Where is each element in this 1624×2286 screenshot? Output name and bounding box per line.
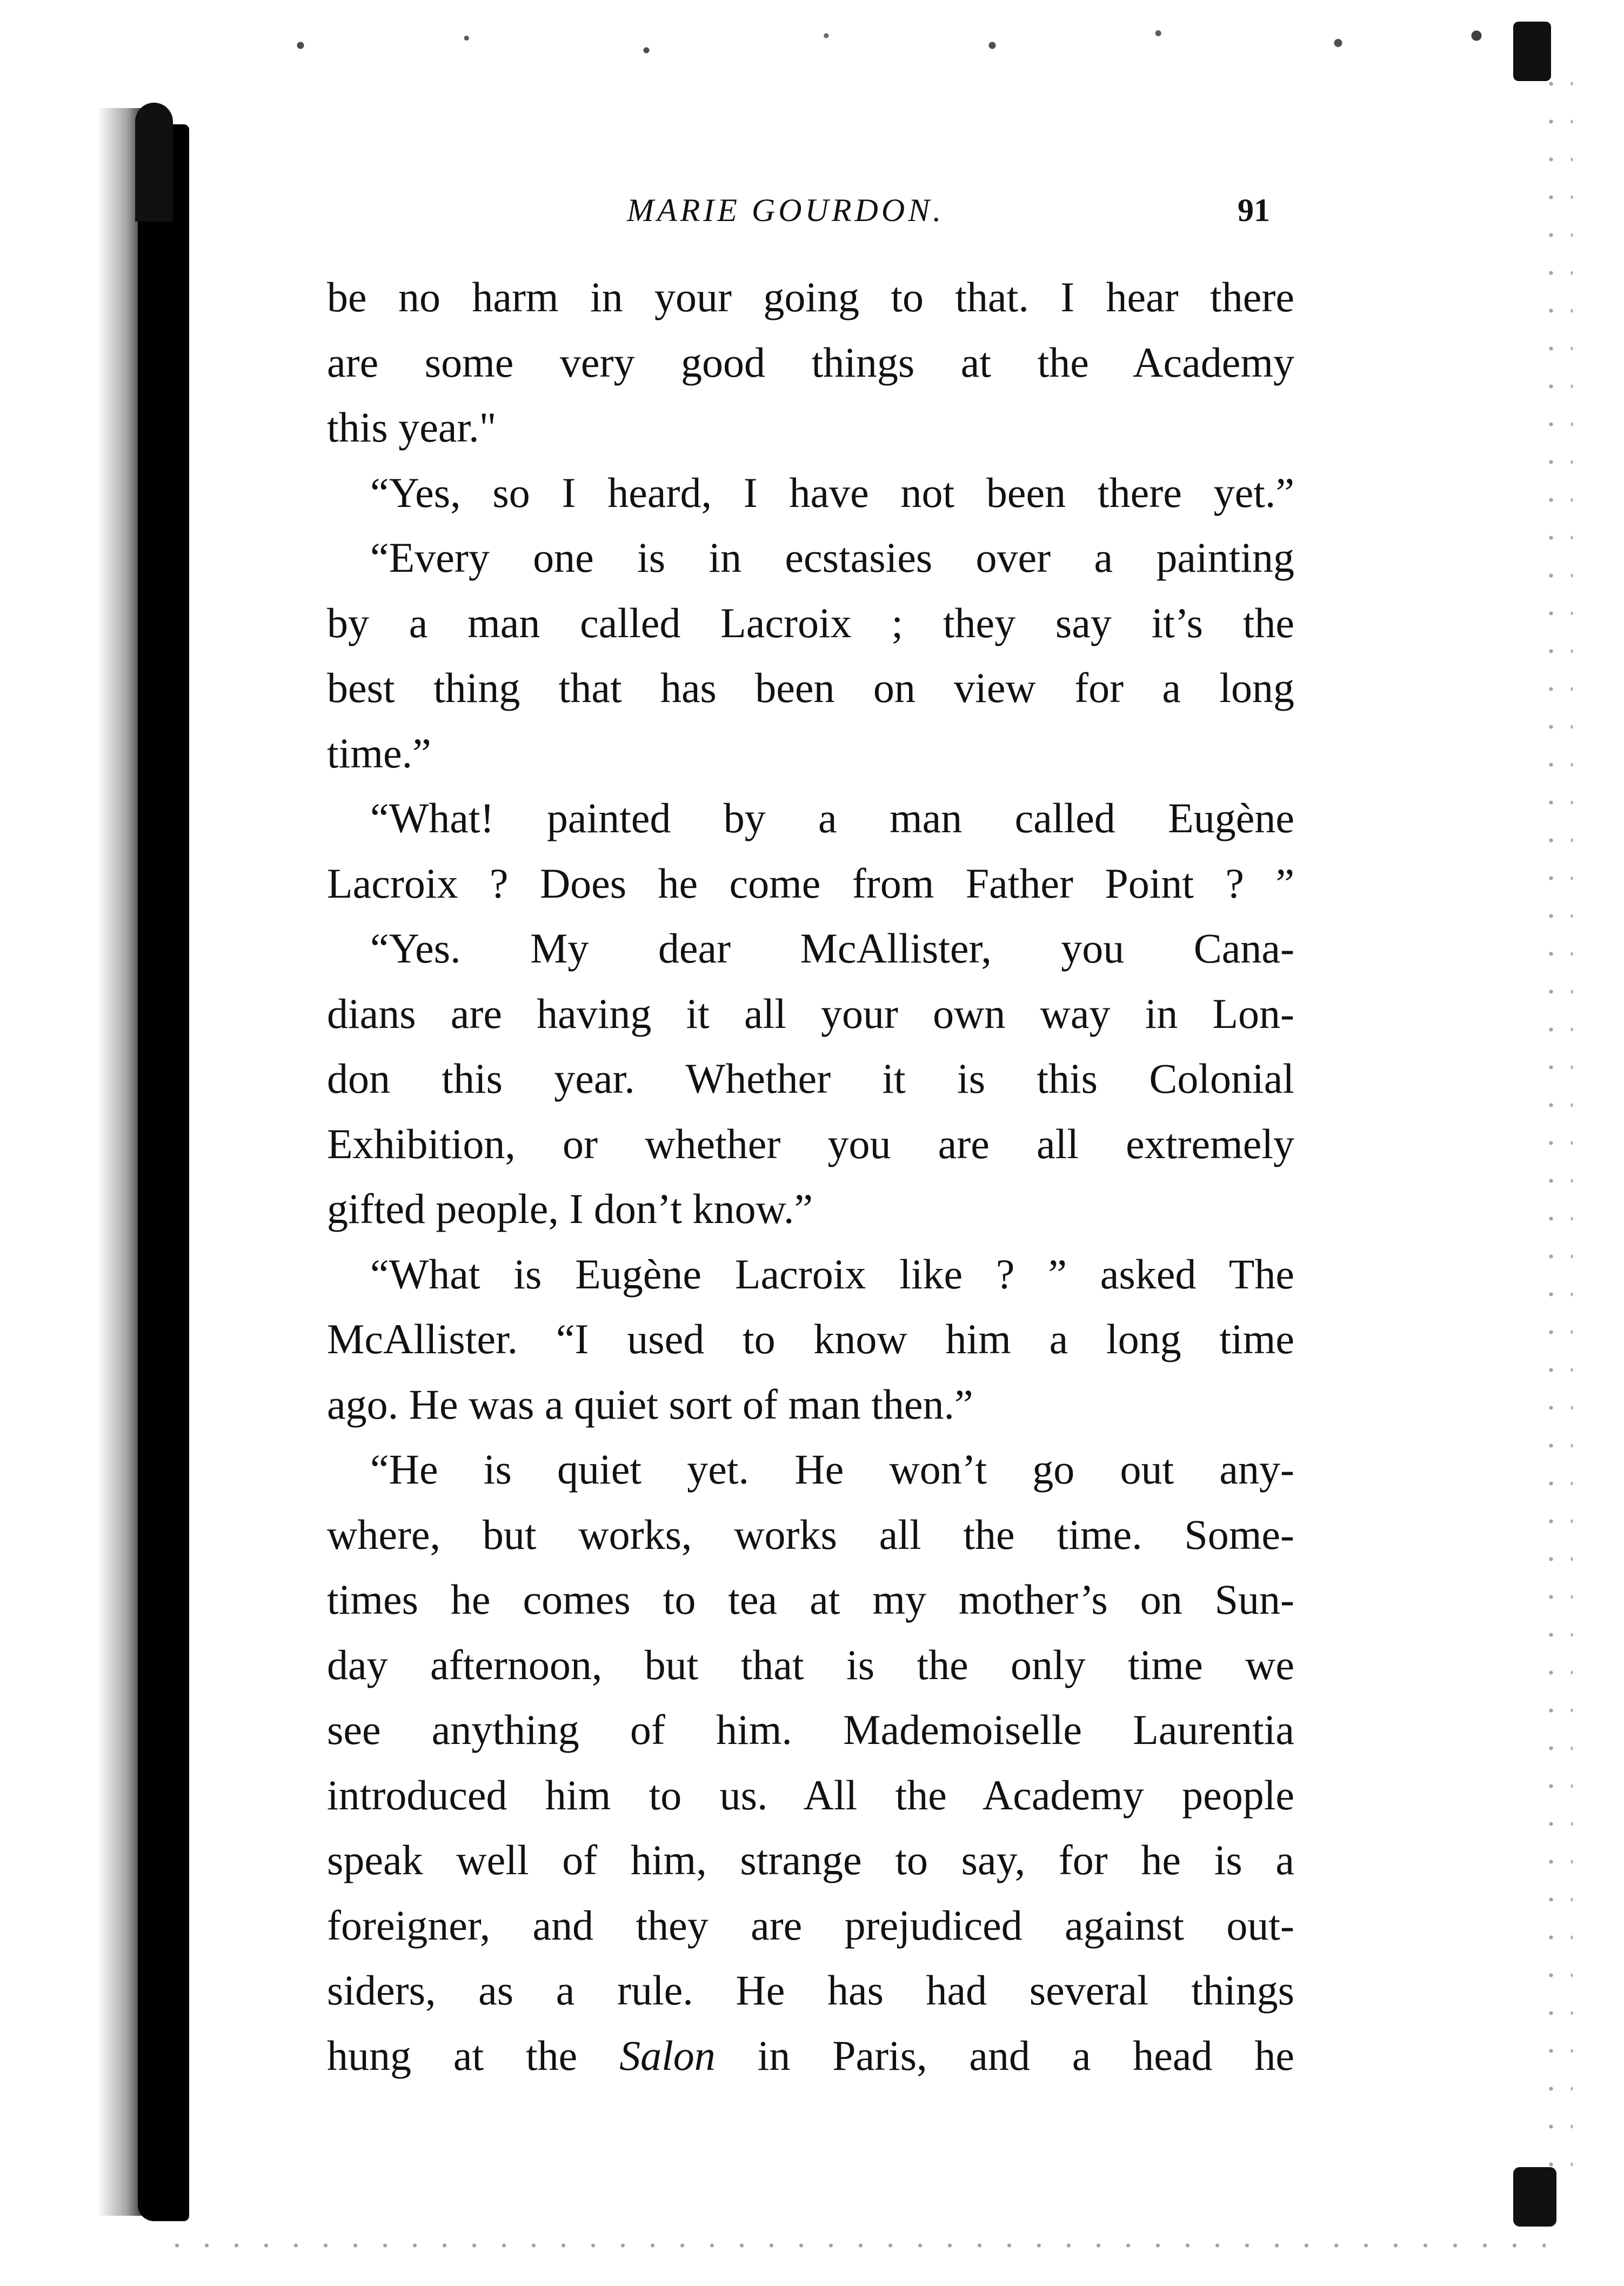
text-line: “What! painted by a man called Eugène <box>370 794 1294 841</box>
text-line: “Yes. My dear McAllister, you Cana- <box>370 925 1294 972</box>
text-line: best thing that has been on view for a long <box>327 664 1294 711</box>
text-line-last <box>327 2023 1294 2089</box>
text-line: Exhibition, or whether you are all extremely <box>327 1120 1294 1167</box>
binding-edge <box>138 124 189 2221</box>
text-line: introduced him to us. All the Academy people <box>327 1771 1294 1819</box>
text-line: speak well of him, strange to say, for he is a <box>327 1836 1294 1883</box>
text-line: are some very good things at the Academy <box>327 338 1294 386</box>
text-line: “Yes, so I heard, I have not been there yet.” <box>370 469 1294 516</box>
top-edge-speckle <box>162 16 1546 65</box>
text-line: “What is Eugène Lacroix like ? ” asked The <box>370 1250 1294 1298</box>
text-line: ago. He was a quiet sort of man then.” <box>327 1380 973 1428</box>
corner-mark-bottom-right <box>1513 2167 1556 2227</box>
text-line: “Every one is in ecstasies over a painting <box>370 534 1294 581</box>
text-line: don this year. Whether it is this Colonial <box>327 1055 1294 1102</box>
text-line: siders, as a rule. He has had several things <box>327 1967 1294 2014</box>
text-line: day afternoon, but that is the only time we <box>327 1641 1294 1688</box>
right-edge-speckle <box>1540 65 1573 2173</box>
page-number: 91 <box>1238 192 1270 228</box>
text-line: McAllister. “I used to know him a long time <box>327 1315 1294 1362</box>
text-line: this year." <box>327 404 497 451</box>
text-segment: in Paris, and a head he <box>715 2031 1294 2079</box>
italic-word-salon: Salon <box>619 2031 716 2079</box>
running-title: MARIE GOURDON. <box>627 192 945 228</box>
body-text <box>327 265 1294 2088</box>
text-line: by a man called Lacroix ; they say it’s the <box>327 599 1294 646</box>
text-line: dians are having it all your own way in Lon- <box>327 990 1294 1037</box>
binding-edge-top <box>135 103 173 222</box>
text-line: where, but works, works all the time. Some- <box>327 1510 1294 1558</box>
text-line: be no harm in your going to that. I hear there <box>327 273 1294 320</box>
text-line: “He is quiet yet. He won’t go out any- <box>370 1446 1294 1493</box>
text-line: time.” <box>327 729 431 777</box>
text-line: gifted people, I don’t know.” <box>327 1185 813 1232</box>
text-line: Lacroix ? Does he come from Father Point ? ” <box>327 859 1294 907</box>
text-line: times he comes to tea at my mother’s on Sun- <box>327 1576 1294 1623</box>
text-line: foreigner, and they are prejudiced against out- <box>327 1901 1294 1949</box>
text-segment: hung at the <box>327 2031 620 2079</box>
bottom-edge-speckle <box>162 2237 1546 2259</box>
corner-mark-top-right <box>1513 22 1551 81</box>
text-line: see anything of him. Mademoiselle Laurentia <box>327 1706 1294 1753</box>
